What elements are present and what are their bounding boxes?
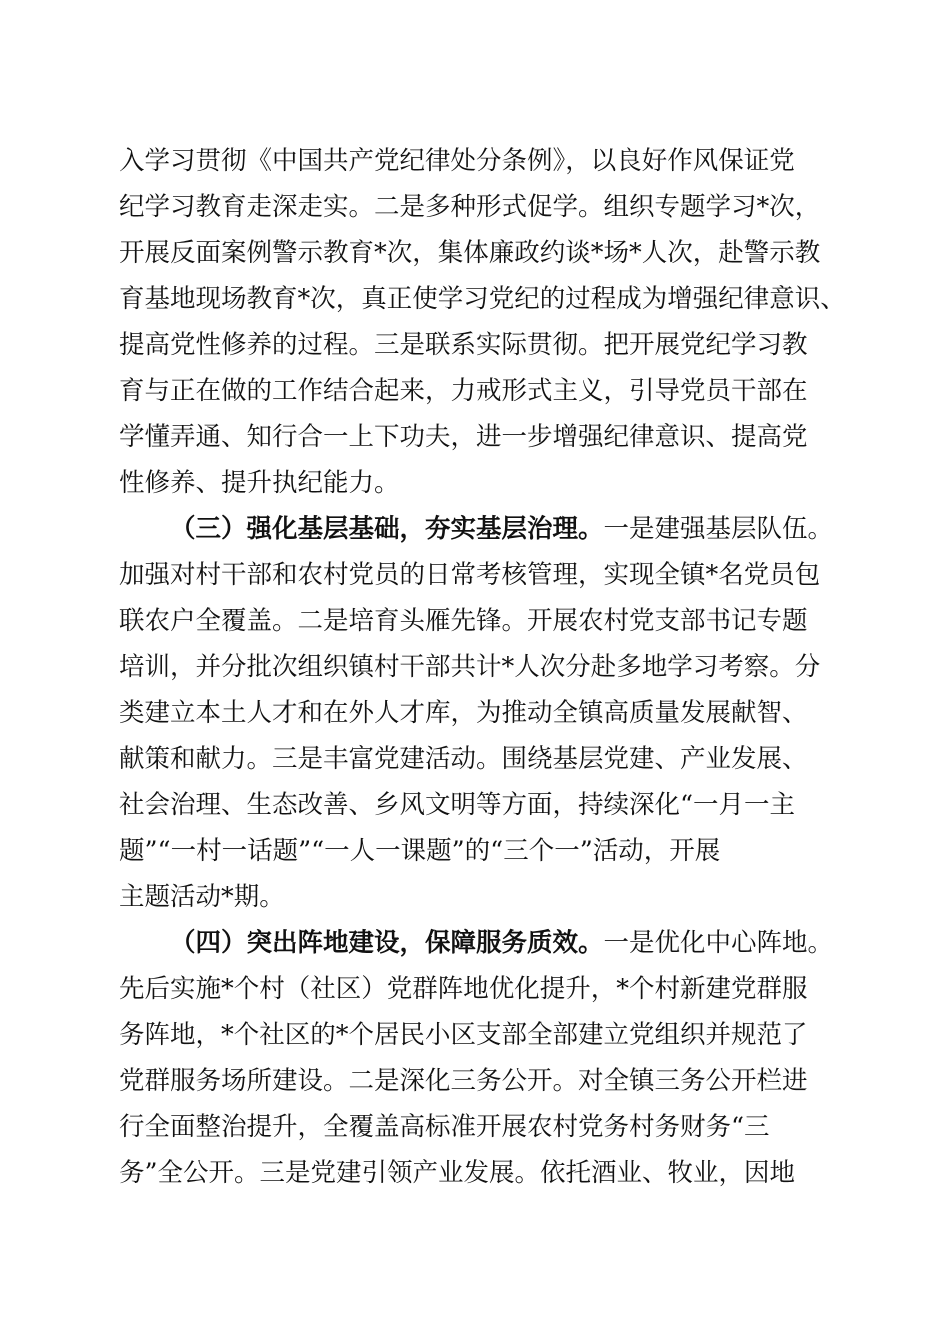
body-line: 学懂弄通、知行合一上下功夫，进一步增强纪律意识、提高党 bbox=[119, 422, 808, 452]
body-line: 党群服务场所建设。二是深化三务公开。对全镇三务公开栏进 bbox=[119, 1066, 808, 1096]
section-4-first-line bbox=[170, 923, 833, 963]
section-4-first-line-text: 一是优化中心阵地。 bbox=[603, 928, 834, 958]
body-line: 育与正在做的工作结合起来，力戒形式主义，引导党员干部在 bbox=[119, 376, 808, 406]
body-line: 提高党性修养的过程。三是联系实际贯彻。把开展党纪学习教 bbox=[119, 330, 808, 360]
body-line: 培训，并分批次组织镇村干部共计*人次分赴多地学习考察。分 bbox=[119, 652, 821, 682]
body-line: 主题活动*期。 bbox=[119, 882, 285, 912]
body-line: 务”全公开。三是党建引领产业发展。依托酒业、牧业，因地 bbox=[119, 1158, 796, 1188]
body-line: 类建立本土人才和在外人才库，为推动全镇高质量发展献智、 bbox=[119, 698, 808, 728]
section-3-heading: （三）强化基层基础，夯实基层治理。 bbox=[170, 514, 604, 544]
body-line: 行全面整治提升，全覆盖高标准开展农村党务村务财务“三 bbox=[119, 1112, 770, 1142]
body-line: 务阵地，*个社区的*个居民小区支部全部建立党组织并规范了 bbox=[119, 1020, 808, 1050]
section-3-first-line bbox=[170, 509, 833, 549]
body-line: 社会治理、生态改善、乡风文明等方面，持续深化“一月一主 bbox=[119, 790, 796, 820]
body-line: 献策和献力。三是丰富党建活动。围绕基层党建、产业发展、 bbox=[119, 744, 808, 774]
body-line: 题”“一村一话题”“一人一课题”的“三个一”活动，开展 bbox=[119, 836, 721, 866]
body-line: 联农户全覆盖。二是培育头雁先锋。开展农村党支部书记专题 bbox=[119, 606, 808, 636]
body-line: 入学习贯彻《中国共产党纪律处分条例》，以良好作风保证党 bbox=[119, 146, 795, 176]
body-line: 加强对村干部和农村党员的日常考核管理，实现全镇*名党员包 bbox=[119, 560, 821, 590]
body-line: 育基地现场教育*次，真正使学习党纪的过程成为增强纪律意识、 bbox=[119, 284, 846, 314]
section-4-heading: （四）突出阵地建设，保障服务质效。 bbox=[170, 928, 604, 958]
body-line: 开展反面案例警示教育*次，集体廉政约谈*场*人次，赴警示教 bbox=[119, 238, 821, 268]
body-line: 先后实施*个村（社区）党群阵地优化提升，*个村新建党群服 bbox=[119, 974, 808, 1004]
body-line: 性修养、提升执纪能力。 bbox=[119, 468, 400, 498]
section-3-first-line-text: 一是建强基层队伍。 bbox=[603, 514, 834, 544]
body-line: 纪学习教育走深走实。二是多种形式促学。组织专题学习*次， bbox=[119, 192, 821, 222]
